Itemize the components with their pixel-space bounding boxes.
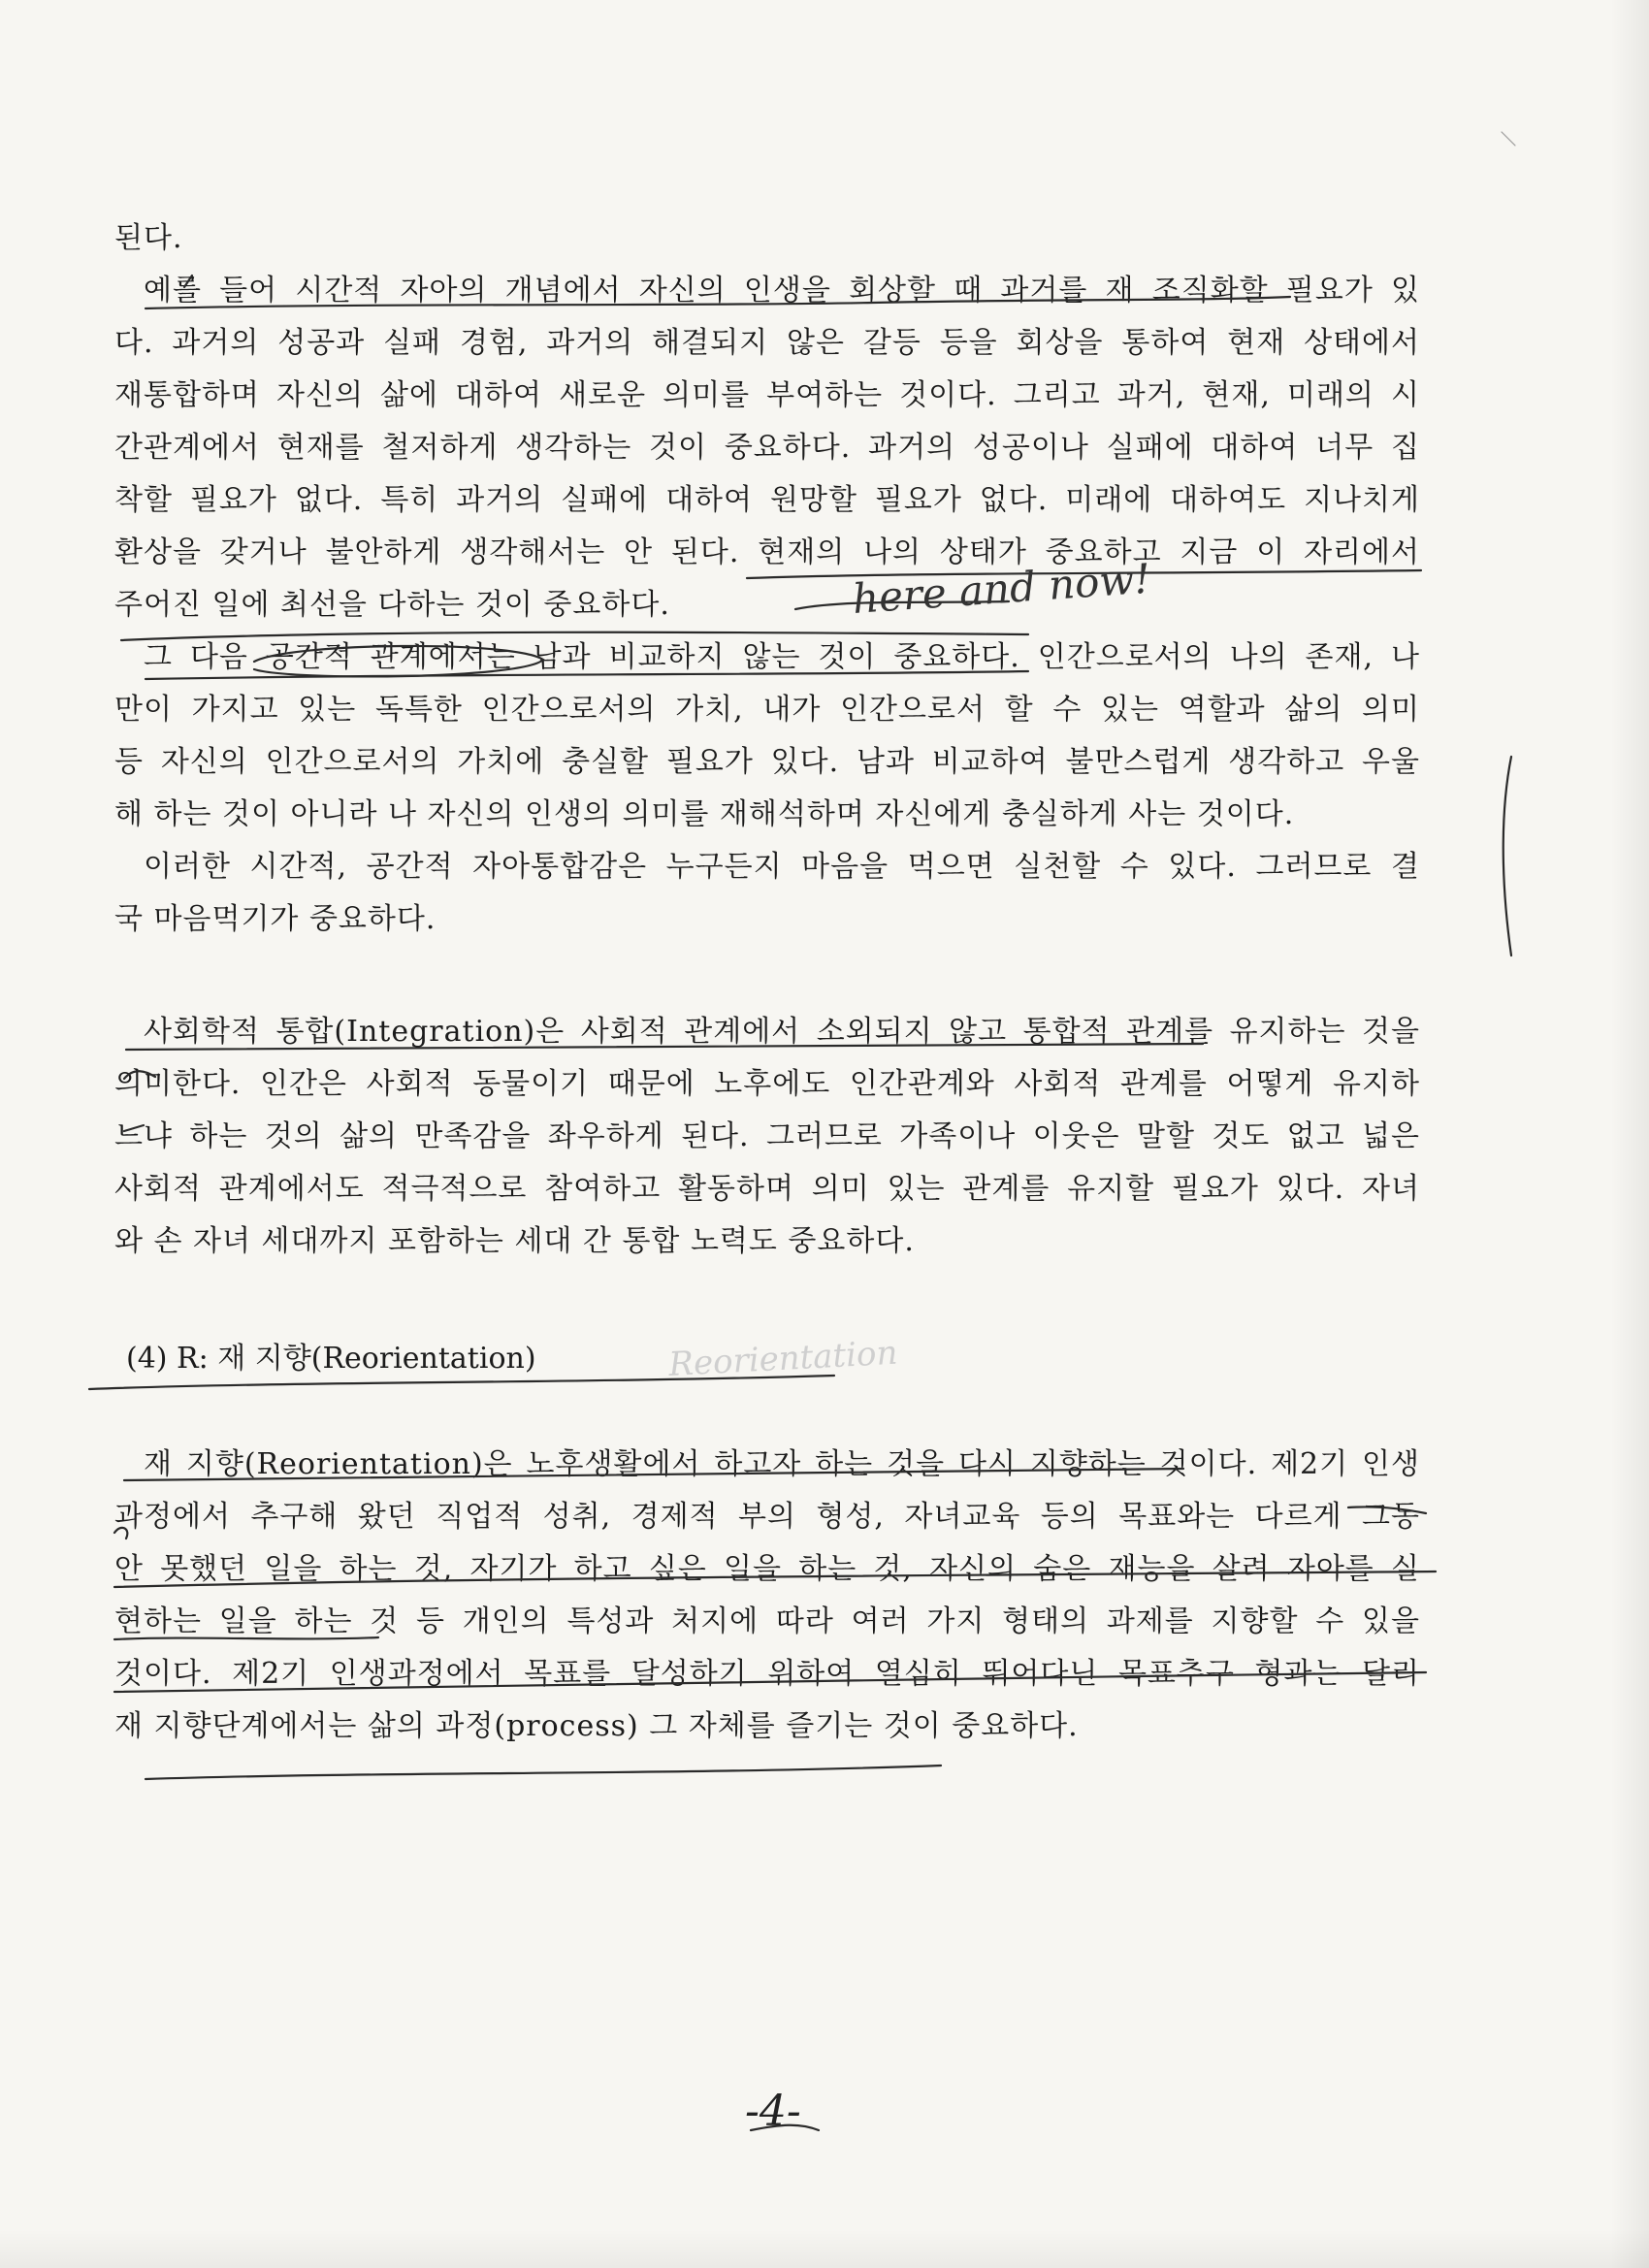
text-line: 그 다음 공간적 관계에서는 남과 비교하지 않는 것이 중요하다. 인간으로서의 나의 존재, 나 [144, 640, 1420, 674]
handwritten-note: here and now! [851, 554, 1152, 623]
text-line: 국 마음먹기가 중요하다. [114, 902, 436, 936]
text-line: 안 못했던 일을 하는 것, 자기가 하고 싶은 일을 하는 것, 자신의 숨은 재능을 살려 자아를 실 [114, 1552, 1420, 1586]
section-heading: (4) R: 재 지향(Reorientation) [126, 1342, 536, 1376]
text-line: 사회학적 통합(Integration)은 사회적 관계에서 소외되지 않고 통합적 관계를 유지하는 것을 [144, 1015, 1420, 1049]
text-line: 주어진 일에 최선을 다하는 것이 중요하다. [114, 588, 670, 622]
text-line: 간관계에서 현재를 철저하게 생각하는 것이 중요하다. 과거의 성공이나 실패에 대하여 너무 집 [114, 431, 1420, 465]
scan-edge-shadow [1610, 0, 1649, 2268]
pen-margin-bracket [1504, 757, 1511, 956]
text-line: 의미한다. 인간은 사회적 동물이기 때문에 노후에도 인간관계와 사회적 관계를 어떻게 유지하 [114, 1067, 1420, 1101]
text-line: 과정에서 추구해 왔던 직업적 성취, 경제적 부의 형성, 자녀교육 등의 목표와는 다르게 그동 [114, 1500, 1420, 1534]
text-line: 사회적 관계에서도 적극적으로 참여하고 활동하며 의미 있는 관계를 유지할 필요가 있다. 자녀 [114, 1172, 1420, 1206]
text-line: 다. 과거의 성공과 실패 경험, 과거의 해결되지 않은 갈등 등을 회상을 통하여 현재 상태에서 [114, 326, 1420, 360]
text-line: 해 하는 것이 아니라 나 자신의 인생의 의미를 재해석하며 자신에게 충실하게 사는 것이다. [114, 797, 1295, 831]
text-line: 현하는 일을 하는 것 등 개인의 특성과 처지에 따라 여러 가지 형태의 과제를 지향할 수 있을 [114, 1604, 1420, 1638]
text-line: 이러한 시간적, 공간적 자아통합감은 누구든지 마음을 먹으면 실천할 수 있다. 그러므로 결 [144, 850, 1420, 884]
page-number: -4- [745, 2087, 801, 2136]
text-line: 것이다. 제2기 인생과정에서 목표를 달성하기 위하여 열심히 뛰어다닌 목표추구 형과는 달리 [114, 1657, 1420, 1691]
pen-underline [146, 1766, 941, 1779]
text-line: 와 손 자녀 세대까지 포함하는 세대 간 통합 노력도 중요하다. [114, 1224, 915, 1258]
scan-bottom-shadow [0, 2229, 1649, 2268]
text-line: 재 지향단계에서는 삶의 과정(process) 그 자체를 즐기는 것이 중요하다. [114, 1709, 1079, 1743]
text-line: 등 자신의 인간으로서의 가치에 충실할 필요가 있다. 남과 비교하여 불만스럽게 생각하고 우울 [114, 745, 1420, 779]
text-line: 된다. [114, 221, 183, 255]
text-line: 착할 필요가 없다. 특히 과거의 실패에 대하여 원망할 필요가 없다. 미래에 대하여도 지나치게 [114, 483, 1420, 517]
text-line: 느냐 하는 것의 삶의 만족감을 좌우하게 된다. 그러므로 가족이나 이웃은 말할 것도 없고 넓은 [114, 1119, 1420, 1153]
text-line: 만이 가지고 있는 독특한 인간으로서의 가치, 내가 인간으로서 할 수 있는 역할과 삶의 의미 [114, 693, 1420, 727]
text-line: 재통합하며 자신의 삶에 대하여 새로운 의미를 부여하는 것이다. 그리고 과거, 현재, 미래의 시 [114, 378, 1420, 412]
text-line: 환상을 갖거나 불안하게 생각해서는 안 된다. 현재의 나의 상태가 중요하고 지금 이 자리에서 [114, 535, 1420, 569]
faint-margin-writing: Reorientation [667, 1333, 899, 1384]
pen-mark [1502, 132, 1515, 146]
text-line: 재 지향(Reorientation)은 노후생활에서 하고자 하는 것을 다시 지향하는 것이다. 제2기 인생 [144, 1447, 1420, 1481]
text-line: 예를 들어 시간적 자아의 개념에서 자신의 인생을 회상할 때 과거를 재 조직화할 필요가 있 [144, 274, 1420, 308]
